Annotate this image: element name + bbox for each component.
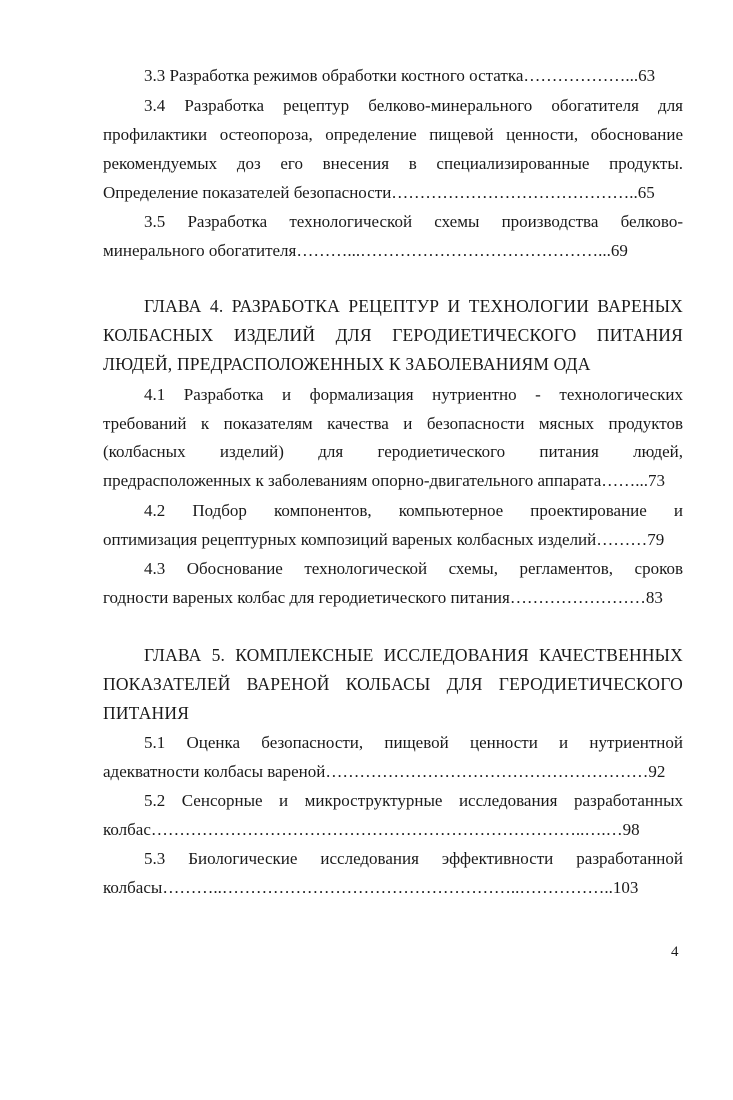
page-number: 4 (671, 944, 679, 960)
chapter-5-heading-line-3: ПИТАНИЯ (103, 703, 190, 723)
toc-entry-3-4-line-1: 3.4 Разработка рецептур белково-минерального обогатителя для (144, 96, 683, 115)
toc-entry-4-2-line-1: 4.2 Подбор компонентов, компьютерное проектирование и (144, 501, 683, 520)
toc-entry-4-1-line-2: требований к показателям качества и безопасности мясных продуктов (103, 414, 683, 433)
toc-entry-4-1-line-3: (колбасных изделий) для геродиетического питания людей, (103, 442, 683, 461)
toc-entry-4-1-line-1: 4.1 Разработка и формализация нутриентно - технологических (144, 385, 683, 404)
toc-entry-5-2-line-1: 5.2 Сенсорные и микроструктурные исследования разработанных (144, 791, 683, 810)
toc-entry-3-5-line-1: 3.5 Разработка технологической схемы производства белково- (144, 212, 683, 231)
chapter-4-heading-line-1: ГЛАВА 4. РАЗРАБОТКА РЕЦЕПТУР И ТЕХНОЛОГИИ ВАРЕНЫХ (144, 296, 683, 316)
toc-entry-5-1-line-1: 5.1 Оценка безопасности, пищевой ценности и нутриентной (144, 733, 683, 752)
toc-entry-4-3-line-2: годности вареных колбас для геродиетического питания……………………83 (103, 588, 663, 607)
toc-entry-3-4-line-3: рекомендуемых доз его внесения в специализированные продукты. (103, 154, 683, 173)
toc-entry-3-3: 3.3 Разработка режимов обработки костного остатка………………...63 (144, 66, 656, 85)
chapter-4-heading-line-2: КОЛБАСНЫХ ИЗДЕЛИЙ ДЛЯ ГЕРОДИЕТИЧЕСКОГО ПИТАНИЯ (103, 325, 683, 345)
toc-entry-5-2-line-2: колбас…………………………………………………………………..….…98 (103, 820, 640, 839)
toc-entry-5-3-line-2: колбасы………..……………………………………………..……………..103 (103, 878, 639, 897)
chapter-4-heading-line-3: ЛЮДЕЙ, ПРЕДРАСПОЛОЖЕННЫХ К ЗАБОЛЕВАНИЯМ ОДА (103, 354, 591, 374)
toc-entry-3-5-line-2: минерального обогатителя………...……………………………………...69 (103, 241, 628, 260)
toc-entry-3-4-line-4: Определение показателей безопасности……………………………………..65 (103, 183, 655, 202)
toc-entry-4-1-line-4: предрасположенных к заболеваниям опорно-двигательного аппарата……...73 (103, 471, 666, 490)
toc-entry-5-1-line-2: адекватности колбасы вареной…………………………………………………92 (103, 762, 666, 781)
chapter-5-heading-line-1: ГЛАВА 5. КОМПЛЕКСНЫЕ ИССЛЕДОВАНИЯ КАЧЕСТВЕННЫХ (144, 645, 683, 665)
toc-entry-3-4-line-2: профилактики остеопороза, определение пищевой ценности, обоснование (103, 125, 683, 144)
toc-entry-5-3-line-1: 5.3 Биологические исследования эффективности разработанной (144, 849, 683, 868)
toc-entry-4-2-line-2: оптимизация рецептурных композиций вареных колбасных изделий………79 (103, 530, 665, 549)
toc-entry-4-3-line-1: 4.3 Обоснование технологической схемы, регламентов, сроков (144, 559, 683, 578)
chapter-5-heading-line-2: ПОКАЗАТЕЛЕЙ ВАРЕНОЙ КОЛБАСЫ ДЛЯ ГЕРОДИЕТИЧЕСКОГО (103, 674, 683, 694)
